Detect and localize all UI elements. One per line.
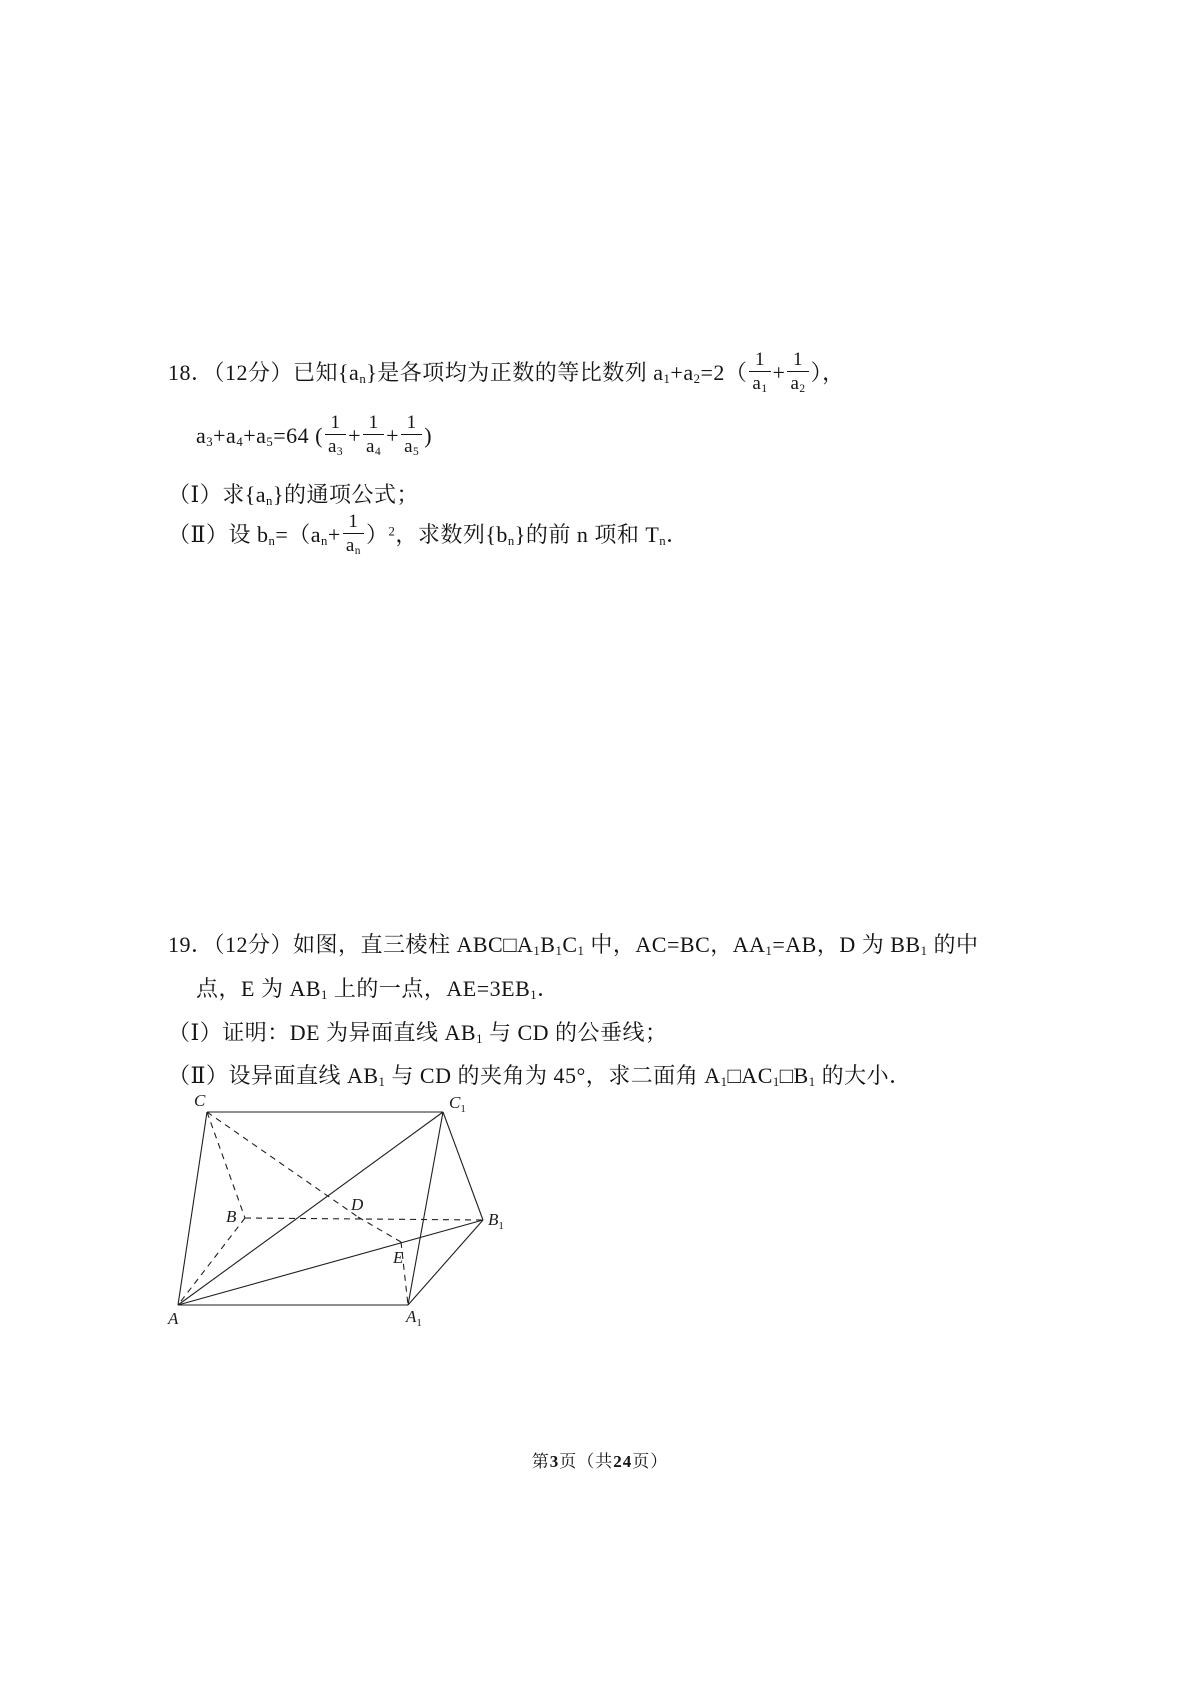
edge-B-B1 [245, 1218, 483, 1220]
edge-C-B [207, 1112, 245, 1218]
vertex-label-C1: $C_1$ [449, 1093, 466, 1115]
vertex-label-C: C [194, 1091, 206, 1110]
edge-A-C1 [178, 1112, 443, 1305]
problem-18-line-1: 18．（12分）已知$\{a_n\}$是各项均为正数的等比数列 $a_1+a_2=2$（ $\frac{1}{a_1}$ + $\frac{1}{a_2}$ ）， [168, 349, 845, 396]
edge-A1-C1 [408, 1112, 443, 1305]
edge-B-A [178, 1218, 245, 1305]
fraction: $\frac{1}{a_1}$ [749, 349, 770, 395]
vertex-label-A: A [168, 1309, 179, 1328]
edge-C-A [178, 1112, 207, 1305]
fraction: $\frac{1}{a_n}$ [343, 511, 364, 557]
edge-C1-B1 [443, 1112, 483, 1220]
problem-19-part-1: （Ⅰ）证明：DE 为异面直线 $AB_1$ 与 CD 的公垂线； [168, 1020, 668, 1047]
vertex-label-B: B [226, 1207, 237, 1226]
problem-19-line-1: 19．（12分）如图，直三棱柱 $ABC□A_1B_1C_1$ 中，AC=BC，$AA_1=AB$，D 为 $BB_1$ 的中 [168, 932, 979, 959]
problem-19-line-2: 点，E 为 $AB_1$ 上的一点，$AE=3EB_1$． [196, 976, 560, 1003]
edge-C-D [207, 1112, 358, 1217]
vertex-label-B1: $B_1$ [488, 1210, 504, 1232]
fraction: $\frac{1}{a_5}$ [401, 412, 422, 458]
prism-figure [166, 1092, 526, 1342]
fraction: $\frac{1}{a_3}$ [325, 412, 346, 458]
page-footer: 第3页（共24页） [531, 1452, 669, 1471]
vertex-label-A1: $A_1$ [406, 1307, 422, 1329]
vertex-label-E: E [393, 1248, 404, 1267]
edge-A1-B1 [408, 1220, 483, 1305]
edge-D-E [358, 1217, 401, 1242]
edge-A-B1 [178, 1220, 483, 1305]
prism-svg [166, 1092, 526, 1342]
problem-18-part-1: （Ⅰ）求$\{a_n\}$的通项公式； [168, 482, 419, 509]
problem-19-part-2: （Ⅱ）设异面直线 $AB_1$ 与 CD 的夹角为 45°，求二面角 $A_1□AC_1□B_1$ 的大小． [168, 1063, 912, 1090]
fraction: $\frac{1}{a_2}$ [787, 349, 808, 395]
vertex-label-D: D [351, 1195, 364, 1214]
problem-18-line-2: $a_3+a_4+a_5=64$ ( $\frac{1}{a_3}$ + $\frac{1}{a_4}$ + $\frac{1}{a_5}$ ) [196, 412, 433, 459]
problem-18-part-2: （Ⅱ）设 $b_n=(a_n+$ $\frac{1}{a_n}$ ）$^2$，求数列$\{b_n\}$的前 n 项和 $T_n$． [168, 511, 689, 558]
fraction: $\frac{1}{a_4}$ [363, 412, 384, 458]
